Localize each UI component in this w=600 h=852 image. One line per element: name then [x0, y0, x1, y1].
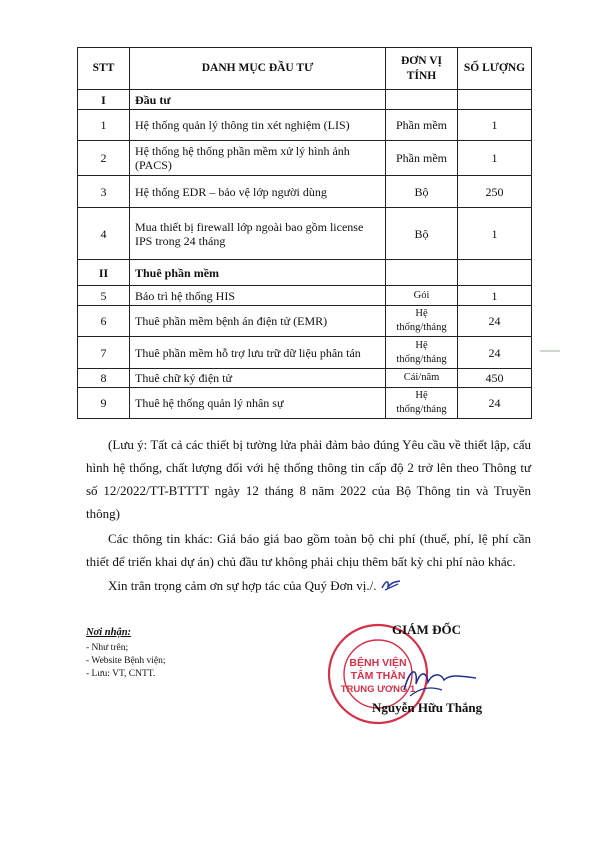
section-title: Thuê phần mềm	[130, 260, 386, 286]
header-category: DANH MỤC ĐẦU TƯ	[130, 48, 386, 90]
row-name: Hệ thống quản lý thông tin xét nghiệm (LIS)	[130, 110, 386, 141]
table-row	[78, 176, 532, 208]
section-title: Đầu tư	[130, 90, 386, 110]
row-name: Thuê hệ thống quản lý nhân sự	[130, 388, 386, 419]
section-roman: II	[78, 260, 130, 286]
table-row	[78, 286, 532, 306]
row-name: Thuê chữ ký điện tử	[130, 369, 386, 388]
table-row	[78, 337, 532, 369]
row-qty: 1	[458, 208, 532, 260]
row-qty: 450	[458, 369, 532, 388]
table-row	[78, 141, 532, 176]
stamp-line1: BỆNH VIỆN	[349, 657, 407, 669]
row-unit: Bộ	[386, 176, 458, 208]
signature-scrawl	[400, 660, 480, 700]
row-unit: Cái/năm	[386, 369, 458, 388]
table-row	[78, 306, 532, 337]
recipient-item: - Như trên;	[86, 643, 129, 653]
row-unit: Phần mềm	[386, 141, 458, 176]
row-stt: 6	[78, 306, 130, 337]
row-stt: 1	[78, 110, 130, 141]
row-name: Hệ thống EDR – bảo vệ lớp người dùng	[130, 176, 386, 208]
row-qty: 1	[458, 141, 532, 176]
row-name: Bảo trì hệ thống HIS	[130, 286, 386, 306]
row-stt: 2	[78, 141, 130, 176]
row-unit: Phần mềm	[386, 110, 458, 141]
row-unit: Hệ thống/tháng	[386, 306, 458, 337]
row-qty: 1	[458, 286, 532, 306]
header-stt: STT	[78, 48, 130, 90]
stamp-line2: TÂM THẦN	[350, 670, 406, 682]
row-name: Hệ thống hệ thống phần mềm xử lý hình ảnh (PACS)	[130, 141, 386, 176]
table-header-row	[78, 48, 532, 90]
recipients-title: Nơi nhận:	[86, 627, 132, 638]
table-row	[78, 208, 532, 260]
row-stt: 9	[78, 388, 130, 419]
initial-mark-icon	[380, 578, 402, 592]
table-row	[78, 110, 532, 141]
row-stt: 4	[78, 208, 130, 260]
signature-role: GIÁM ĐỐC	[392, 622, 461, 637]
row-qty: 24	[458, 306, 532, 337]
stamp-line3: TRUNG ƯƠNG 1	[340, 684, 416, 695]
row-unit: Gói	[386, 286, 458, 306]
section-roman: I	[78, 90, 130, 110]
section-row-investment	[78, 90, 532, 110]
row-stt: 3	[78, 176, 130, 208]
thanks-paragraph	[86, 574, 531, 597]
row-qty: 250	[458, 176, 532, 208]
row-qty: 24	[458, 388, 532, 419]
recipient-item: - Website Bệnh viện;	[86, 656, 166, 666]
other-info-paragraph: Các thông tin khác: Giá báo giá bao gồm toàn bộ chi phí (thuế, phí, lệ phí cần thiết để triển khai dự án) chủ đầu tư không phải chịu thêm bất kỳ chi phí nào khác.	[86, 531, 531, 569]
table-row	[78, 369, 532, 388]
row-stt: 7	[78, 337, 130, 369]
row-unit: Hệ thống/tháng	[386, 388, 458, 419]
header-qty: SỐ LƯỢNG	[458, 48, 532, 90]
row-name: Thuê phần mềm bệnh án điện tử (EMR)	[130, 306, 386, 337]
row-name: Thuê phần mềm hỗ trợ lưu trữ dữ liệu phân tán	[130, 337, 386, 369]
thanks-text: Xin trân trọng cảm ơn sự hợp tác của Quý Đơn vị./.	[108, 578, 377, 593]
recipients-block	[86, 626, 166, 681]
row-stt: 8	[78, 369, 130, 388]
row-name: Mua thiết bị firewall lớp ngoài bao gồm license IPS trong 24 tháng	[130, 208, 386, 260]
recipient-item: - Lưu: VT, CNTT.	[86, 669, 156, 679]
scan-mark	[540, 350, 560, 352]
row-stt: 5	[78, 286, 130, 306]
table-row	[78, 388, 532, 419]
investment-table	[77, 47, 532, 419]
row-unit: Bộ	[386, 208, 458, 260]
header-unit: ĐƠN VỊ TÍNH	[386, 48, 458, 90]
section-row-rental	[78, 260, 532, 286]
note-paragraph: (Lưu ý: Tất cả các thiết bị tường lửa phải đảm bảo đúng Yêu cầu về thiết lập, cấu hình hệ thống, chất lượng đối với hệ thống thông tin cấp độ 2 trở lên theo Thông tư số 12/2022/TT-BTTTT ngày 12 tháng 8 năm 2022 của Bộ Thông tin và Truyền thông)	[86, 437, 531, 521]
signer-name: Nguyễn Hữu Thắng	[372, 700, 483, 715]
row-qty: 1	[458, 110, 532, 141]
row-qty: 24	[458, 337, 532, 369]
row-unit: Hệ thống/tháng	[386, 337, 458, 369]
